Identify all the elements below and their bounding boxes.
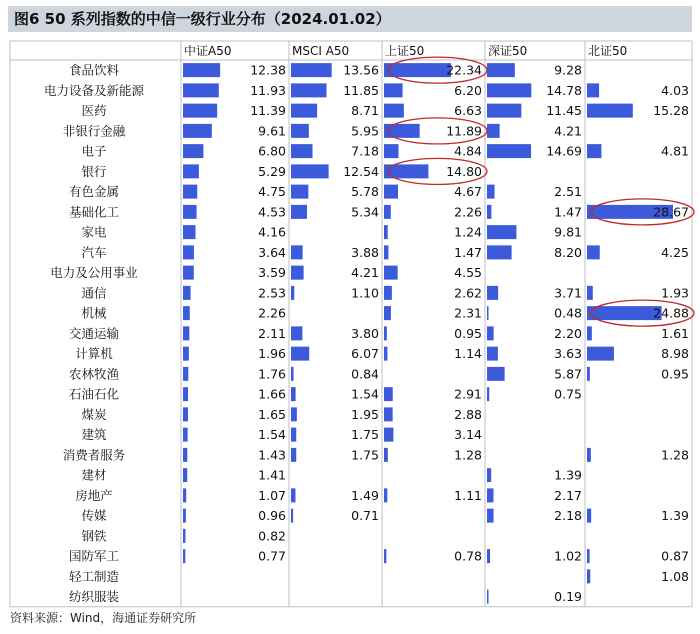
category-label: 国防军工 <box>68 548 120 564</box>
bar <box>183 509 186 523</box>
bar <box>291 286 294 300</box>
bar <box>384 347 387 361</box>
bar <box>384 387 393 401</box>
value-label: 9.81 <box>554 224 582 240</box>
bar <box>384 245 388 259</box>
value-label: 0.48 <box>554 305 582 321</box>
value-label: 1.14 <box>454 346 482 362</box>
bar <box>384 407 393 421</box>
value-label: 1.24 <box>454 224 482 240</box>
bar <box>384 266 398 280</box>
bar <box>587 326 592 340</box>
bar <box>587 286 593 300</box>
bar <box>291 205 307 219</box>
bar <box>487 63 515 77</box>
value-label: 4.67 <box>454 184 482 200</box>
chart-title: 图6 50 系列指数的中信一级行业分布（2024.01.02） <box>8 6 692 32</box>
value-label: 14.80 <box>446 163 482 179</box>
value-label: 5.78 <box>351 184 379 200</box>
bar <box>587 509 591 523</box>
bar <box>291 185 308 199</box>
value-label: 2.17 <box>554 487 582 503</box>
bar <box>291 266 304 280</box>
value-label: 11.85 <box>343 82 379 98</box>
category-label: 电力设备及新能源 <box>43 82 145 98</box>
value-label: 1.07 <box>258 487 286 503</box>
bar <box>291 63 332 77</box>
value-label: 1.95 <box>351 406 379 422</box>
value-label: 4.81 <box>661 143 689 159</box>
value-label: 1.76 <box>258 366 286 382</box>
value-label: 1.49 <box>351 487 379 503</box>
value-label: 4.55 <box>454 265 482 281</box>
series-header-1: MSCI A50 <box>292 44 350 58</box>
value-label: 2.53 <box>258 285 286 301</box>
series-header-0: 中证A50 <box>184 44 232 58</box>
bar <box>291 164 329 178</box>
value-label: 0.96 <box>258 508 286 524</box>
bar <box>291 509 293 523</box>
category-label: 电子 <box>81 143 107 159</box>
bar <box>487 306 489 320</box>
value-label: 7.18 <box>351 143 379 159</box>
value-label: 6.63 <box>454 103 482 119</box>
bar <box>183 347 189 361</box>
value-label: 1.43 <box>258 447 286 463</box>
bar <box>587 83 599 97</box>
value-label: 2.91 <box>454 386 482 402</box>
value-label: 5.29 <box>258 163 286 179</box>
value-label: 14.78 <box>546 82 582 98</box>
category-label: 轻工制造 <box>68 568 120 584</box>
bar <box>384 83 403 97</box>
value-label: 1.11 <box>454 487 482 503</box>
bar <box>487 144 531 158</box>
value-label: 2.18 <box>554 508 582 524</box>
category-label: 房地产 <box>75 487 113 503</box>
bar <box>384 185 398 199</box>
bar <box>384 63 451 77</box>
bar <box>384 448 388 462</box>
value-label: 2.51 <box>554 184 582 200</box>
bar <box>183 225 195 239</box>
bar <box>487 549 490 563</box>
category-label: 农林牧渔 <box>68 366 120 382</box>
category-label: 消费者服务 <box>62 447 126 463</box>
bar <box>291 448 296 462</box>
value-label: 3.59 <box>258 265 286 281</box>
bar <box>183 549 185 563</box>
value-label: 0.75 <box>554 386 582 402</box>
value-label: 1.41 <box>258 467 286 483</box>
value-label: 0.84 <box>351 366 379 382</box>
value-label: 1.65 <box>258 406 286 422</box>
value-label: 0.95 <box>661 366 689 382</box>
value-label: 4.21 <box>554 123 582 139</box>
value-label: 4.84 <box>454 143 482 159</box>
bar <box>291 144 313 158</box>
value-label: 1.75 <box>351 427 379 443</box>
bar <box>487 225 516 239</box>
value-label: 14.69 <box>546 143 582 159</box>
bar <box>183 529 185 543</box>
value-label: 6.80 <box>258 143 286 159</box>
bar <box>183 387 188 401</box>
value-label: 3.64 <box>258 244 286 260</box>
bar <box>183 428 188 442</box>
value-label: 11.39 <box>250 103 286 119</box>
bar <box>183 83 219 97</box>
value-label: 4.25 <box>661 244 689 260</box>
value-label: 11.89 <box>446 123 482 139</box>
value-label: 1.28 <box>661 447 689 463</box>
value-label: 0.87 <box>661 548 689 564</box>
value-label: 2.26 <box>258 305 286 321</box>
bar <box>183 407 188 421</box>
value-label: 1.47 <box>454 244 482 260</box>
value-label: 4.16 <box>258 224 286 240</box>
value-label: 22.34 <box>446 62 482 78</box>
bar <box>487 286 498 300</box>
category-label: 银行 <box>81 163 107 179</box>
category-label: 基础化工 <box>68 204 120 220</box>
bar <box>587 549 590 563</box>
bar <box>487 245 512 259</box>
value-label: 11.45 <box>546 103 582 119</box>
bar <box>291 387 296 401</box>
value-label: 6.20 <box>454 82 482 98</box>
value-label: 9.28 <box>554 62 582 78</box>
value-label: 1.39 <box>554 467 582 483</box>
category-label: 建材 <box>81 467 107 483</box>
value-label: 2.31 <box>454 305 482 321</box>
value-label: 4.53 <box>258 204 286 220</box>
value-label: 9.61 <box>258 123 286 139</box>
bar <box>487 326 494 340</box>
bar <box>291 367 294 381</box>
bar <box>183 306 190 320</box>
category-label: 计算机 <box>75 346 113 362</box>
bar <box>291 488 295 502</box>
value-label: 2.26 <box>454 204 482 220</box>
bar <box>487 83 531 97</box>
category-label: 非银行金融 <box>62 123 126 139</box>
value-label: 4.75 <box>258 184 286 200</box>
category-label: 煤炭 <box>81 406 107 422</box>
bar <box>384 488 387 502</box>
bar <box>487 387 489 401</box>
value-label: 2.88 <box>454 406 482 422</box>
value-label: 13.56 <box>343 62 379 78</box>
value-label: 15.28 <box>653 103 689 119</box>
value-label: 0.19 <box>554 589 582 605</box>
bar <box>487 104 521 118</box>
value-label: 8.20 <box>554 244 582 260</box>
bar <box>291 83 327 97</box>
value-label: 11.93 <box>250 82 286 98</box>
bar <box>487 590 489 604</box>
value-label: 8.98 <box>661 346 689 362</box>
bar <box>384 326 387 340</box>
bar <box>384 205 391 219</box>
category-label: 有色金属 <box>68 184 120 200</box>
value-label: 1.61 <box>661 325 689 341</box>
series-header-3: 深证50 <box>488 44 528 58</box>
value-label: 8.71 <box>351 103 379 119</box>
bar <box>183 124 212 138</box>
bar <box>183 245 194 259</box>
value-label: 3.63 <box>554 346 582 362</box>
bar <box>291 104 317 118</box>
bar <box>587 448 591 462</box>
value-label: 1.54 <box>258 427 286 443</box>
bar <box>291 326 302 340</box>
bar <box>183 104 217 118</box>
bar <box>487 347 498 361</box>
value-label: 1.54 <box>351 386 379 402</box>
category-label: 家电 <box>81 224 107 240</box>
category-label: 电力及公用事业 <box>50 265 138 281</box>
value-label: 12.54 <box>343 163 379 179</box>
value-label: 24.88 <box>653 305 689 321</box>
bar <box>587 569 590 583</box>
value-label: 1.47 <box>554 204 582 220</box>
bar <box>487 367 505 381</box>
value-label: 2.62 <box>454 285 482 301</box>
bar <box>384 104 404 118</box>
value-label: 1.75 <box>351 447 379 463</box>
value-label: 0.95 <box>454 325 482 341</box>
bar <box>384 428 393 442</box>
bar <box>291 245 303 259</box>
bar <box>183 326 189 340</box>
bar <box>384 306 391 320</box>
value-label: 1.02 <box>554 548 582 564</box>
category-label: 纺织服装 <box>68 589 120 605</box>
bar <box>183 63 220 77</box>
category-label: 机械 <box>81 305 107 321</box>
bar <box>183 286 191 300</box>
bar <box>587 347 614 361</box>
source-note: 资料来源：Wind，海通证券研究所 <box>10 611 197 625</box>
value-label: 1.10 <box>351 285 379 301</box>
category-label: 食品饮料 <box>68 62 120 78</box>
bar <box>384 144 399 158</box>
value-label: 4.21 <box>351 265 379 281</box>
bar <box>587 306 662 320</box>
value-label: 1.96 <box>258 346 286 362</box>
category-label: 通信 <box>81 285 107 301</box>
bar <box>183 488 186 502</box>
bar <box>487 124 500 138</box>
value-label: 6.07 <box>351 346 379 362</box>
bar <box>384 124 420 138</box>
value-label: 2.20 <box>554 325 582 341</box>
bar <box>291 124 309 138</box>
value-label: 5.95 <box>351 123 379 139</box>
bar <box>384 225 388 239</box>
value-label: 2.11 <box>258 325 286 341</box>
category-label: 汽车 <box>81 244 107 260</box>
value-label: 3.80 <box>351 325 379 341</box>
bar <box>291 428 296 442</box>
value-label: 1.93 <box>661 285 689 301</box>
bar <box>183 205 197 219</box>
bar <box>291 347 309 361</box>
category-label: 交通运输 <box>68 325 120 341</box>
bar <box>384 549 386 563</box>
category-label: 传媒 <box>81 508 107 524</box>
category-label: 建筑 <box>81 427 107 443</box>
bar <box>183 367 188 381</box>
value-label: 28.67 <box>653 204 689 220</box>
bar <box>183 468 187 482</box>
bar <box>587 245 600 259</box>
bar <box>183 185 197 199</box>
value-label: 12.38 <box>250 62 286 78</box>
category-label: 医药 <box>81 103 107 119</box>
value-label: 1.39 <box>661 508 689 524</box>
bar <box>487 488 494 502</box>
value-label: 0.78 <box>454 548 482 564</box>
bar <box>487 205 491 219</box>
value-label: 1.66 <box>258 386 286 402</box>
bar <box>384 286 392 300</box>
bar <box>487 468 491 482</box>
bar <box>587 144 601 158</box>
value-label: 3.88 <box>351 244 379 260</box>
bar <box>291 407 297 421</box>
category-label: 石油石化 <box>68 386 120 402</box>
value-label: 3.14 <box>454 427 482 443</box>
value-label: 5.34 <box>351 204 379 220</box>
value-label: 0.82 <box>258 528 286 544</box>
series-header-2: 上证50 <box>385 44 425 58</box>
category-label: 钢铁 <box>81 528 107 544</box>
bar <box>183 164 199 178</box>
value-label: 3.71 <box>554 285 582 301</box>
bar <box>183 448 187 462</box>
bar <box>183 144 203 158</box>
bar <box>587 104 633 118</box>
value-label: 1.28 <box>454 447 482 463</box>
value-label: 0.77 <box>258 548 286 564</box>
value-label: 1.08 <box>661 568 689 584</box>
bar <box>183 266 194 280</box>
bar <box>487 509 494 523</box>
value-label: 0.71 <box>351 508 379 524</box>
bar <box>487 185 495 199</box>
series-header-4: 北证50 <box>588 44 628 58</box>
bar <box>587 367 590 381</box>
value-label: 5.87 <box>554 366 582 382</box>
value-label: 4.03 <box>661 82 689 98</box>
